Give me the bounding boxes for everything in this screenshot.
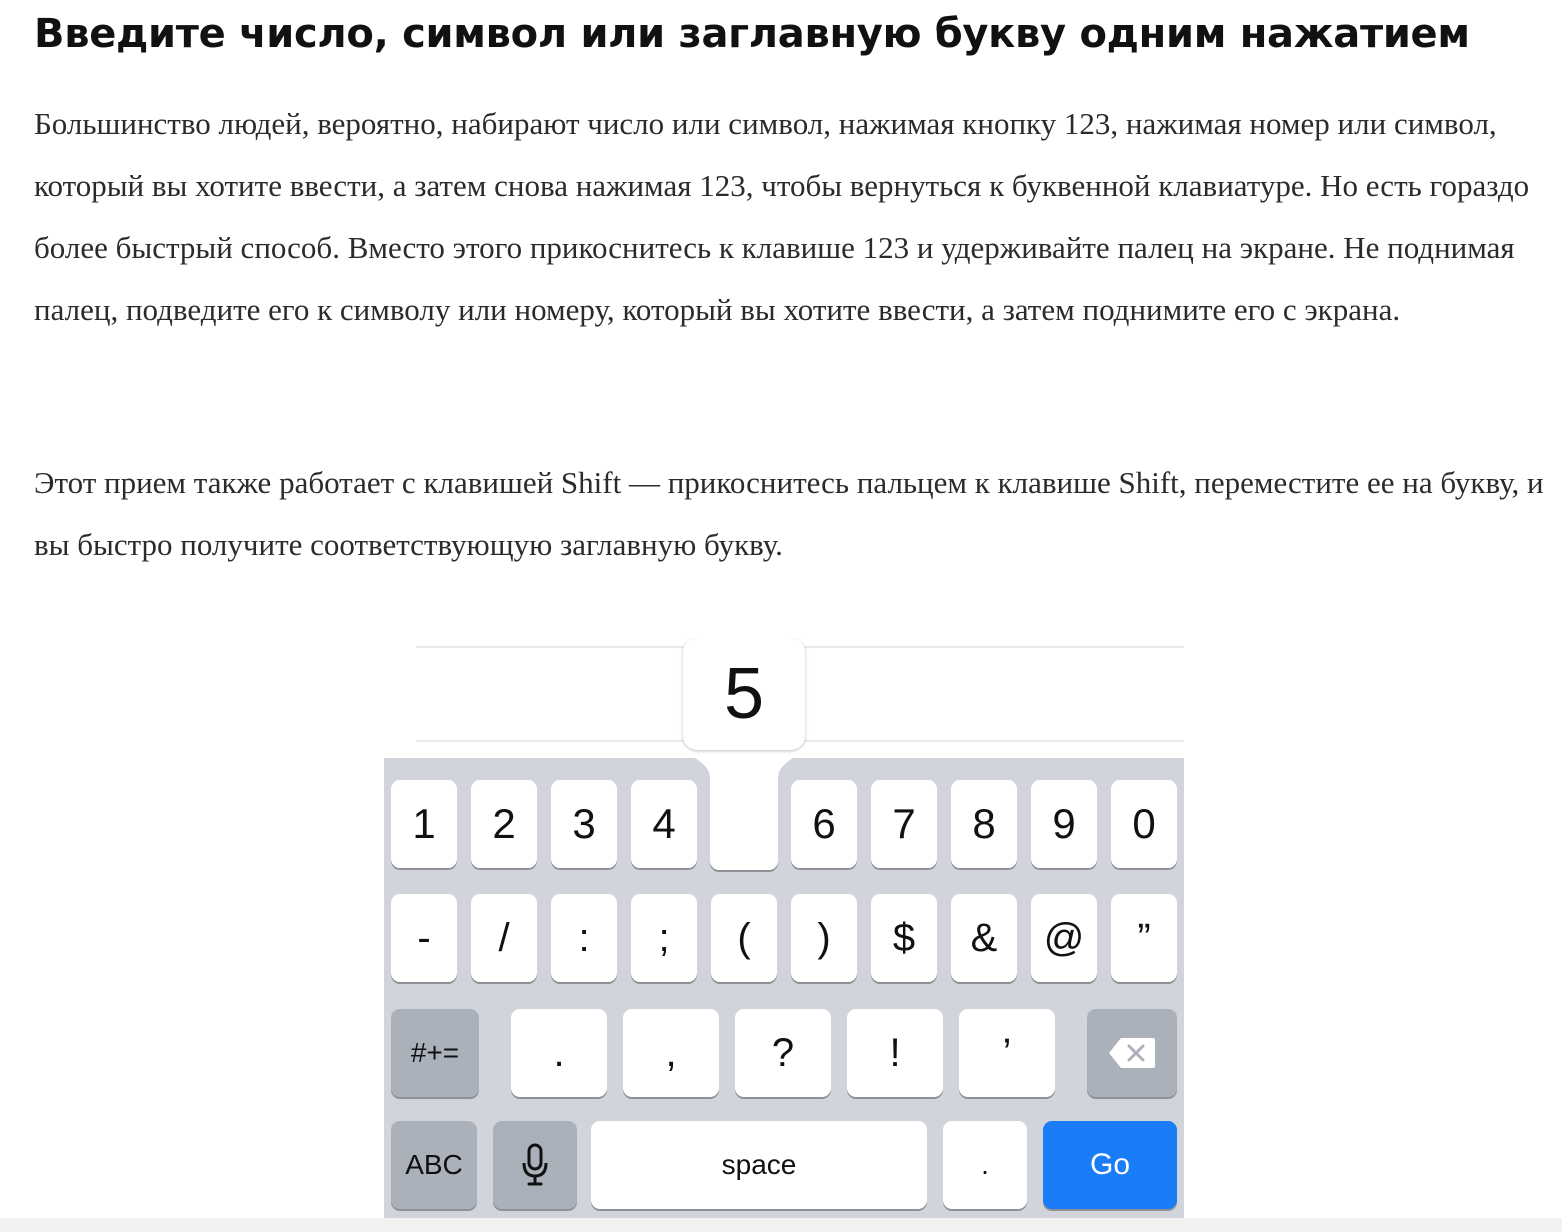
article-paragraph-2: Этот прием также работает с клавишей Shift — прикоснитесь пальцем к клавише Shift, переместите ее на букву, и вы быстро получите соответствующую заглавную букву. xyxy=(34,465,1544,562)
key-4[interactable]: 4 xyxy=(631,780,697,868)
key-7[interactable]: 7 xyxy=(871,780,937,868)
key-apostrophe[interactable]: ’ xyxy=(959,1009,1055,1097)
go-button[interactable]: Go xyxy=(1043,1121,1177,1209)
key-at[interactable]: @ xyxy=(1031,894,1097,982)
key-quote[interactable]: ” xyxy=(1111,894,1177,982)
key-8[interactable]: 8 xyxy=(951,780,1017,868)
microphone-icon xyxy=(521,1143,549,1187)
key-popup: 5 xyxy=(683,638,805,750)
article-paragraph-1: Большинство людей, вероятно, набирают число или символ, нажимая кнопку 123, нажимая номер или символ, который вы хотите ввести, а затем снова нажимая 123, чтобы вернуться к буквенной клавиатуре. Но есть гораздо более быстрый способ. Вместо этого прикоснитесь к клавише 123 и удерживайте палец на экране. Не поднимая палец, подведите его к символу или номеру, который вы хотите ввести, а затем поднимите его с экрана. xyxy=(34,106,1530,327)
keyboard-illustration xyxy=(384,638,1184,1218)
key-comma[interactable]: , xyxy=(623,1009,719,1097)
key-3[interactable]: 3 xyxy=(551,780,617,868)
key-5-pressed[interactable] xyxy=(710,756,778,870)
space-key[interactable]: space xyxy=(591,1121,927,1209)
key-colon[interactable]: : xyxy=(551,894,617,982)
divider xyxy=(0,1218,1562,1232)
article-title: Введите число, символ или заглавную букву одним нажатием xyxy=(34,11,1470,57)
key-question[interactable]: ? xyxy=(735,1009,831,1097)
symbols-toggle-key[interactable]: #+= xyxy=(391,1009,479,1097)
key-close-paren[interactable]: ) xyxy=(791,894,857,982)
key-slash[interactable]: / xyxy=(471,894,537,982)
key-6[interactable]: 6 xyxy=(791,780,857,868)
key-exclamation[interactable]: ! xyxy=(847,1009,943,1097)
key-1[interactable]: 1 xyxy=(391,780,457,868)
dictation-key[interactable] xyxy=(493,1121,577,1209)
key-hyphen[interactable]: - xyxy=(391,894,457,982)
key-semicolon[interactable]: ; xyxy=(631,894,697,982)
key-2[interactable]: 2 xyxy=(471,780,537,868)
key-0[interactable]: 0 xyxy=(1111,780,1177,868)
key-dollar[interactable]: $ xyxy=(871,894,937,982)
key-open-paren[interactable]: ( xyxy=(711,894,777,982)
key-period[interactable]: . xyxy=(511,1009,607,1097)
key-dot[interactable]: . xyxy=(943,1121,1027,1209)
abc-key[interactable]: ABC xyxy=(391,1121,477,1209)
backspace-icon xyxy=(1107,1036,1157,1070)
key-ampersand[interactable]: & xyxy=(951,894,1017,982)
key-9[interactable]: 9 xyxy=(1031,780,1097,868)
delete-key[interactable] xyxy=(1087,1009,1177,1097)
